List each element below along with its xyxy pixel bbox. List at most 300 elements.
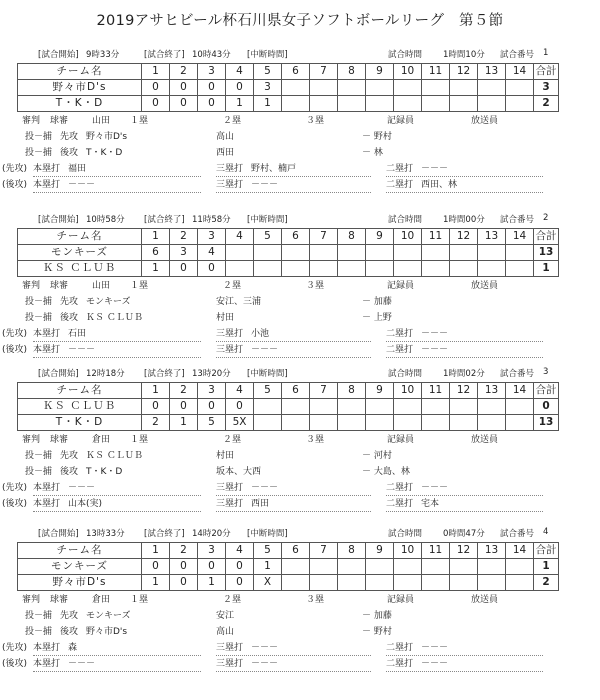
scoreboard-row-top (18, 399, 559, 415)
total-header: 合計 (534, 229, 559, 245)
page-title: 2019アサヒビール杯石川県女子ソフトボールリーグ 第５節 (96, 13, 504, 29)
game-number-label: 試合番号 (500, 529, 535, 539)
inning-score (506, 80, 534, 96)
inning-header: 7 (310, 543, 338, 559)
scoreboard-row-top (18, 245, 559, 261)
dash: － 河村 (362, 451, 392, 461)
inning-score (338, 559, 366, 575)
inning-score (338, 96, 366, 112)
plate-umpire: 倉田 (92, 595, 111, 605)
homerun-bottom: 本塁打 －－－ (33, 343, 201, 358)
inning-score: 1 (254, 96, 282, 112)
inning-score (478, 261, 506, 277)
inning-score: 6 (142, 245, 170, 261)
total-header: 合計 (534, 383, 559, 399)
first-base-label: １塁 (130, 595, 149, 605)
battery-label: 投－捕 (25, 451, 53, 461)
inning-score (338, 245, 366, 261)
battery-label: 投－捕 (25, 313, 53, 323)
inning-header: 11 (422, 383, 450, 399)
inning-score (478, 96, 506, 112)
dash: － 加藤 (362, 297, 392, 307)
duration-label: 試合時間 (388, 215, 423, 225)
inning-score (310, 559, 338, 575)
inning-score: 0 (142, 559, 170, 575)
inning-header: 14 (506, 543, 534, 559)
break-label: [中断時間] (247, 50, 288, 60)
inning-score (338, 575, 366, 591)
third-base-label: ３塁 (306, 435, 325, 445)
inning-score (394, 96, 422, 112)
double-top: 二塁打 －－－ (386, 162, 543, 177)
inning-score (478, 399, 506, 415)
inning-score: 1 (142, 261, 170, 277)
catcher-bottom: 林 (373, 148, 383, 158)
top-team-label: 先攻 (60, 451, 79, 461)
plate-umpire-label: 球審 (50, 281, 69, 291)
break-label: [中断時間] (247, 215, 288, 225)
game-number-label: 試合番号 (500, 215, 535, 225)
inning-score: 1 (198, 575, 226, 591)
triple-bottom: 三塁打 －－－ (216, 343, 371, 358)
inning-header: 4 (226, 64, 254, 80)
double-top: 二塁打 －－－ (386, 481, 543, 496)
bottom-team-label: 後攻 (60, 148, 79, 158)
bottom-team-label: 後攻 (60, 627, 79, 637)
plate-umpire-label: 球審 (50, 116, 69, 126)
game-block-2 (0, 213, 600, 373)
pitcher-top: 高山 (216, 132, 235, 142)
battery-label: 投－捕 (25, 132, 53, 142)
battery-label: 投－捕 (25, 297, 53, 307)
homerun-top: 本塁打 福田 (33, 162, 201, 177)
inning-score: 0 (170, 261, 198, 277)
dash: － 野村 (362, 627, 392, 637)
inning-score: 0 (170, 399, 198, 415)
inning-header: 2 (170, 383, 198, 399)
inning-score (366, 80, 394, 96)
triple-top: 三塁打 野村、楠戸 (216, 162, 371, 177)
inning-header: 5 (254, 383, 282, 399)
inning-score (478, 415, 506, 431)
homerun-top: 本塁打 石田 (33, 327, 201, 342)
inning-score (422, 80, 450, 96)
battery-label: 投－捕 (25, 611, 53, 621)
inning-header: 5 (254, 64, 282, 80)
break-label: [中断時間] (247, 369, 288, 379)
inning-score (422, 245, 450, 261)
inning-header: 2 (170, 64, 198, 80)
top-team-label: 先攻 (60, 611, 79, 621)
inning-score (366, 245, 394, 261)
inning-score (254, 415, 282, 431)
inning-header: 6 (282, 383, 310, 399)
umpire-label: 審判 (22, 116, 41, 126)
inning-score (310, 245, 338, 261)
catcher-top: 加藤 (373, 611, 392, 621)
top-team-paren: (先攻) (2, 329, 28, 339)
double-top: 二塁打 －－－ (386, 327, 543, 342)
end-time: 11時58分 (192, 215, 231, 225)
inning-score: 1 (226, 96, 254, 112)
game-number-label: 試合番号 (500, 50, 535, 60)
inning-score: 0 (170, 559, 198, 575)
inning-score: 0 (226, 575, 254, 591)
pitcher-bottom: 坂本、大西 (216, 467, 262, 477)
homerun-bottom: 本塁打 －－－ (33, 178, 201, 193)
inning-score (310, 399, 338, 415)
battery-team-top: ＫＳ ＣＬＵＢ (86, 451, 143, 461)
inning-score (450, 261, 478, 277)
double-bottom: 二塁打 宅本 (386, 497, 543, 512)
inning-header: 14 (506, 383, 534, 399)
inning-score (310, 415, 338, 431)
start-time: 10時58分 (86, 215, 125, 225)
inning-score (338, 80, 366, 96)
scorer-label: 記録員 (387, 595, 415, 605)
team-name-header: チーム名 (18, 383, 142, 399)
end-time: 13時20分 (192, 369, 231, 379)
inning-header: 6 (282, 229, 310, 245)
inning-header: 8 (338, 229, 366, 245)
announcer-label: 放送員 (471, 281, 499, 291)
total-score: 0 (534, 399, 559, 415)
scoreboard-header (18, 64, 559, 80)
inning-score: 0 (170, 96, 198, 112)
inning-score (422, 261, 450, 277)
battery-team-bottom: 野々市D's (86, 627, 128, 637)
inning-score: 0 (198, 261, 226, 277)
inning-score (366, 415, 394, 431)
total-score: 2 (534, 575, 559, 591)
inning-score (254, 245, 282, 261)
inning-header: 10 (394, 543, 422, 559)
triple-top: 三塁打 －－－ (216, 641, 371, 656)
inning-score: 0 (226, 559, 254, 575)
inning-score: 0 (198, 96, 226, 112)
homerun-top: 本塁打 森 (33, 641, 201, 656)
inning-header: 13 (478, 64, 506, 80)
game-number: 4 (543, 527, 549, 537)
inning-header: 4 (226, 229, 254, 245)
inning-score (422, 559, 450, 575)
total-score: 1 (534, 559, 559, 575)
inning-score (366, 96, 394, 112)
inning-score: 2 (142, 415, 170, 431)
battery-label: 投－捕 (25, 627, 53, 637)
inning-score (422, 575, 450, 591)
duration-label: 試合時間 (388, 50, 423, 60)
dash: － 林 (362, 148, 383, 158)
start-time: 12時18分 (86, 369, 125, 379)
inning-score (394, 559, 422, 575)
third-base-label: ３塁 (306, 116, 325, 126)
team-name: T・K・D (18, 96, 142, 112)
plate-umpire-label: 球審 (50, 435, 69, 445)
inning-header: 6 (282, 543, 310, 559)
inning-score (254, 399, 282, 415)
catcher-bottom: 野村 (373, 627, 392, 637)
plate-umpire: 山田 (92, 116, 111, 126)
second-base-label: ２塁 (223, 281, 242, 291)
inning-score (338, 399, 366, 415)
pitcher-top: 村田 (216, 451, 235, 461)
plate-umpire: 山田 (92, 281, 111, 291)
inning-score (282, 415, 310, 431)
inning-score: 1 (142, 575, 170, 591)
inning-score (394, 415, 422, 431)
inning-score (394, 399, 422, 415)
double-bottom: 二塁打 西田、林 (386, 178, 543, 193)
scorer-label: 記録員 (387, 116, 415, 126)
triple-top: 三塁打 －－－ (216, 481, 371, 496)
inning-score (450, 80, 478, 96)
inning-score: 0 (170, 80, 198, 96)
inning-score (394, 575, 422, 591)
scoreboard (17, 542, 559, 591)
inning-score (506, 415, 534, 431)
catcher-top: 河村 (373, 451, 392, 461)
double-bottom: 二塁打 －－－ (386, 343, 543, 358)
top-team-paren: (先攻) (2, 483, 28, 493)
inning-header: 7 (310, 64, 338, 80)
total-score: 13 (534, 245, 559, 261)
inning-score (506, 96, 534, 112)
triple-bottom: 三塁打 －－－ (216, 657, 371, 672)
second-base-label: ２塁 (223, 595, 242, 605)
inning-score (282, 96, 310, 112)
game-block-4 (0, 527, 600, 687)
scoreboard-header (18, 543, 559, 559)
inning-header: 11 (422, 229, 450, 245)
battery-label: 投－捕 (25, 467, 53, 477)
team-name: T・K・D (18, 415, 142, 431)
bottom-team-paren: (後攻) (2, 499, 28, 509)
start-label: [試合開始] (38, 369, 79, 379)
total-score: 2 (534, 96, 559, 112)
inning-header: 14 (506, 229, 534, 245)
inning-score (506, 245, 534, 261)
end-label: [試合終了] (144, 529, 185, 539)
end-time: 10時43分 (192, 50, 231, 60)
umpire-label: 審判 (22, 281, 41, 291)
scoreboard (17, 382, 559, 431)
inning-score (338, 415, 366, 431)
announcer-label: 放送員 (471, 595, 499, 605)
inning-score (450, 96, 478, 112)
inning-score (506, 559, 534, 575)
umpire-label: 審判 (22, 435, 41, 445)
inning-score (422, 415, 450, 431)
pitcher-bottom: 村田 (216, 313, 235, 323)
inning-score: 3 (170, 245, 198, 261)
pitcher-top: 安江、三浦 (216, 297, 262, 307)
end-label: [試合終了] (144, 369, 185, 379)
inning-score (506, 261, 534, 277)
inning-score (366, 575, 394, 591)
inning-score: 0 (198, 399, 226, 415)
start-time: 9時33分 (86, 50, 120, 60)
plate-umpire: 倉田 (92, 435, 111, 445)
inning-score: 5 (198, 415, 226, 431)
inning-score (506, 399, 534, 415)
inning-score (282, 245, 310, 261)
inning-score: 1 (254, 559, 282, 575)
inning-header: 4 (226, 543, 254, 559)
dash: － 加藤 (362, 611, 392, 621)
inning-score (394, 261, 422, 277)
inning-score (422, 96, 450, 112)
inning-header: 8 (338, 64, 366, 80)
scoreboard (17, 228, 559, 277)
inning-header: 12 (450, 229, 478, 245)
inning-header: 1 (142, 64, 170, 80)
announcer-label: 放送員 (471, 435, 499, 445)
inning-score (366, 261, 394, 277)
inning-score (310, 80, 338, 96)
inning-score (450, 575, 478, 591)
inning-header: 10 (394, 383, 422, 399)
inning-header: 14 (506, 64, 534, 80)
inning-score (366, 399, 394, 415)
inning-score: 5X (226, 415, 254, 431)
triple-top: 三塁打 小池 (216, 327, 371, 342)
battery-team-top: モンキーズ (86, 611, 131, 621)
inning-score (282, 80, 310, 96)
bottom-team-paren: (後攻) (2, 180, 28, 190)
scorer-label: 記録員 (387, 281, 415, 291)
inning-score (226, 261, 254, 277)
double-top: 二塁打 －－－ (386, 641, 543, 656)
team-name-header: チーム名 (18, 229, 142, 245)
game-number: 1 (543, 48, 549, 58)
inning-header: 5 (254, 543, 282, 559)
inning-header: 3 (198, 229, 226, 245)
second-base-label: ２塁 (223, 435, 242, 445)
scoreboard (17, 63, 559, 112)
homerun-top: 本塁打 －－－ (33, 481, 201, 496)
start-label: [試合開始] (38, 529, 79, 539)
inning-header: 4 (226, 383, 254, 399)
scoreboard-header (18, 383, 559, 399)
team-name: 野々市D's (18, 575, 142, 591)
total-score: 1 (534, 261, 559, 277)
duration-value: 1時間10分 (443, 50, 485, 60)
inning-score: 0 (142, 96, 170, 112)
duration-value: 0時間47分 (443, 529, 485, 539)
battery-team-bottom: ＫＳ ＣＬＵＢ (86, 313, 143, 323)
inning-header: 7 (310, 229, 338, 245)
game-block-3 (0, 367, 600, 527)
inning-score (478, 575, 506, 591)
inning-score (282, 559, 310, 575)
inning-score (310, 261, 338, 277)
inning-score: 0 (226, 80, 254, 96)
end-time: 14時20分 (192, 529, 231, 539)
team-name-header: チーム名 (18, 543, 142, 559)
inning-header: 3 (198, 543, 226, 559)
battery-team-top: 野々市D's (86, 132, 128, 142)
inning-score (506, 575, 534, 591)
inning-score (310, 575, 338, 591)
start-label: [試合開始] (38, 50, 79, 60)
inning-score: 3 (254, 80, 282, 96)
inning-header: 11 (422, 543, 450, 559)
bottom-team-label: 後攻 (60, 313, 79, 323)
triple-bottom: 三塁打 西田 (216, 497, 371, 512)
game-number-label: 試合番号 (500, 369, 535, 379)
bottom-team-paren: (後攻) (2, 345, 28, 355)
inning-header: 3 (198, 64, 226, 80)
first-base-label: １塁 (130, 281, 149, 291)
top-team-paren: (先攻) (2, 643, 28, 653)
inning-score (478, 80, 506, 96)
inning-score: 0 (198, 80, 226, 96)
second-base-label: ２塁 (223, 116, 242, 126)
bottom-team-label: 後攻 (60, 467, 79, 477)
scoreboard-row-top (18, 559, 559, 575)
inning-header: 3 (198, 383, 226, 399)
inning-score (282, 399, 310, 415)
pitcher-bottom: 高山 (216, 627, 235, 637)
inning-header: 11 (422, 64, 450, 80)
inning-score (450, 245, 478, 261)
inning-score (450, 559, 478, 575)
game-block-1 (0, 48, 600, 208)
catcher-bottom: 上野 (373, 313, 392, 323)
total-header: 合計 (534, 543, 559, 559)
inning-header: 12 (450, 383, 478, 399)
top-team-label: 先攻 (60, 297, 79, 307)
duration-value: 1時間00分 (443, 215, 485, 225)
team-name: モンキーズ (18, 245, 142, 261)
total-header: 合計 (534, 64, 559, 80)
catcher-bottom: 大島、林 (373, 467, 410, 477)
team-name-header: チーム名 (18, 64, 142, 80)
inning-header: 2 (170, 229, 198, 245)
scoreboard-row-bottom (18, 96, 559, 112)
scoreboard-header (18, 229, 559, 245)
catcher-top: 野村 (373, 132, 392, 142)
inning-score (282, 575, 310, 591)
team-name: ＫＳ ＣＬＵＢ (18, 399, 142, 415)
third-base-label: ３塁 (306, 281, 325, 291)
plate-umpire-label: 球審 (50, 595, 69, 605)
inning-score (394, 80, 422, 96)
inning-header: 12 (450, 64, 478, 80)
scoreboard-row-bottom (18, 575, 559, 591)
break-label: [中断時間] (247, 529, 288, 539)
end-label: [試合終了] (144, 50, 185, 60)
duration-value: 1時間02分 (443, 369, 485, 379)
inning-score (478, 245, 506, 261)
battery-team-top: モンキーズ (86, 297, 131, 307)
inning-score (450, 399, 478, 415)
scoreboard-row-top (18, 80, 559, 96)
inning-score: X (254, 575, 282, 591)
battery-team-bottom: T・K・D (86, 467, 123, 477)
inning-header: 13 (478, 383, 506, 399)
inning-score (226, 245, 254, 261)
inning-score (450, 415, 478, 431)
total-score: 3 (534, 80, 559, 96)
inning-header: 1 (142, 383, 170, 399)
inning-header: 5 (254, 229, 282, 245)
first-base-label: １塁 (130, 435, 149, 445)
inning-header: 9 (366, 64, 394, 80)
battery-team-bottom: T・K・D (86, 148, 123, 158)
inning-score (478, 559, 506, 575)
